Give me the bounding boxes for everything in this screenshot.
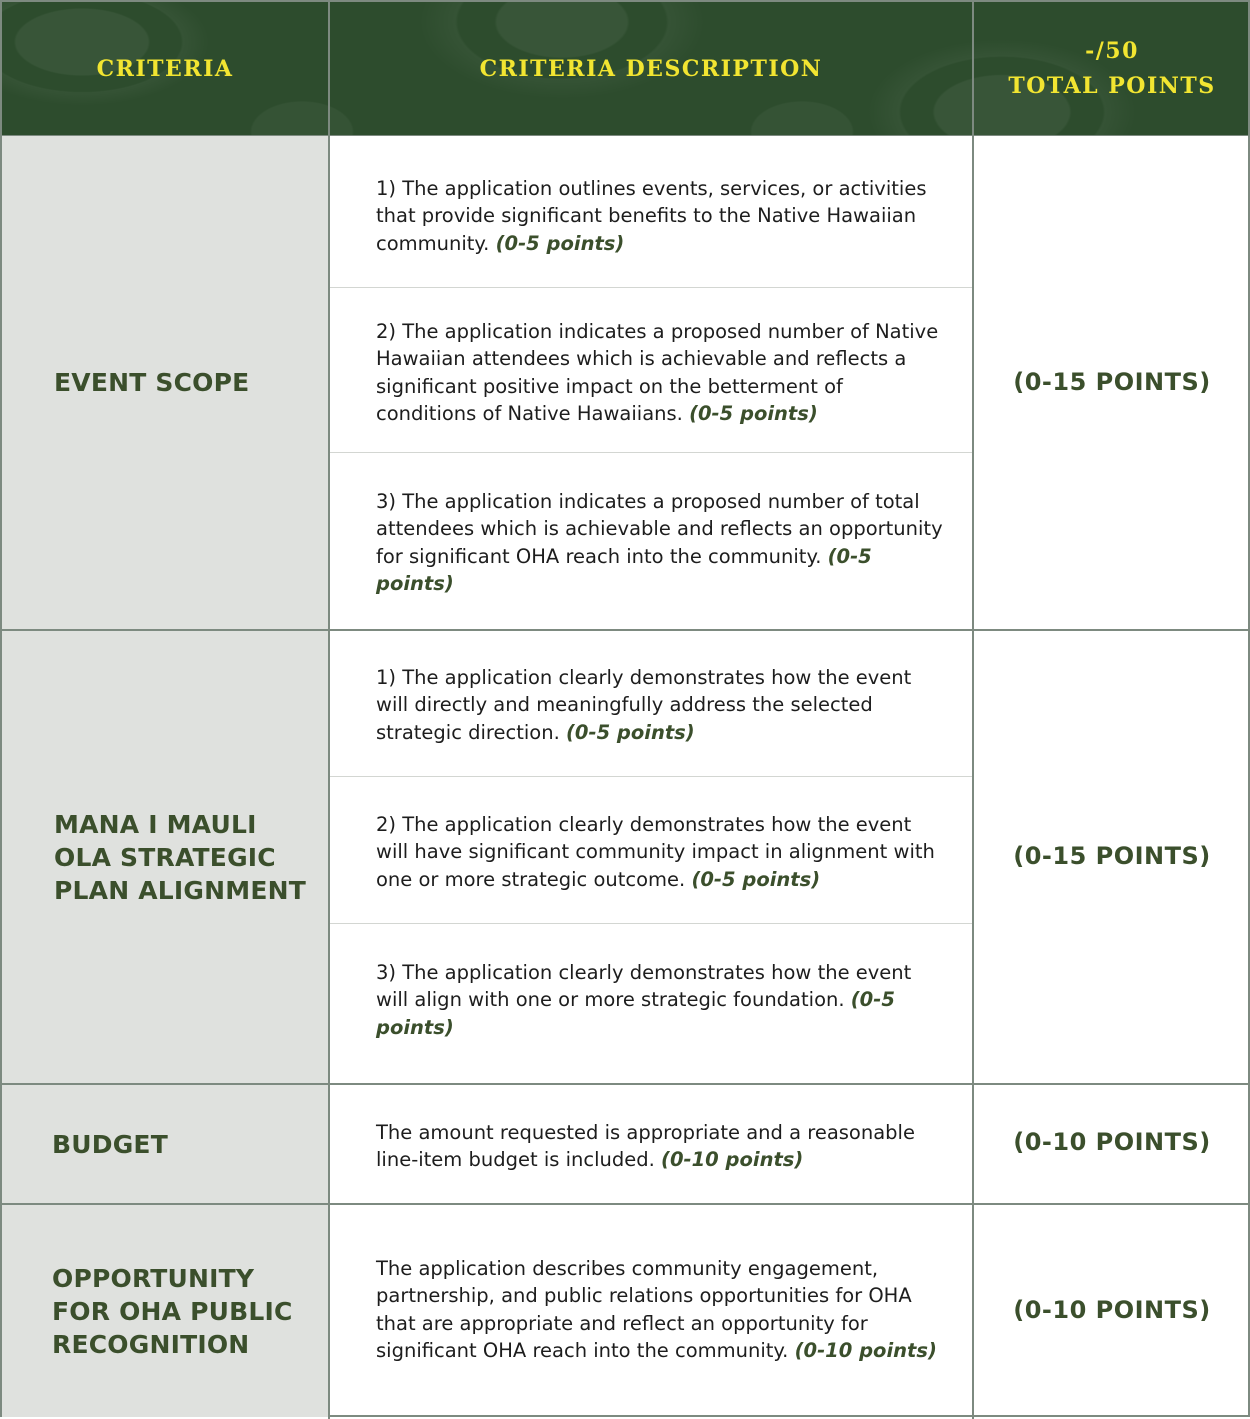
criteria-item-text: 1) The application outlines events, services, or activities that provide significant benefits to the Native Hawaiian community.: [376, 177, 927, 255]
criteria-item: [376, 1255, 948, 1365]
criteria-label-line: FOR OHA PUBLIC: [52, 1297, 293, 1326]
criteria-points: (0-15 POINTS): [1013, 368, 1211, 396]
criteria-item-points: (0-5 points): [689, 402, 818, 426]
criteria-item: [376, 488, 948, 598]
criteria-label-line: BUDGET: [52, 1130, 168, 1159]
criteria-column-background: [2, 136, 328, 1417]
criteria-item-points: (0-5 points): [376, 544, 872, 596]
criteria-label-line: EVENT SCOPE: [54, 368, 250, 397]
header-criteria: [2, 2, 328, 136]
header-description: [330, 2, 972, 136]
criteria-item-text: 3) The application clearly demonstrates how the event will align with one or more strategic foundation.: [376, 961, 912, 1012]
item-divider: [330, 923, 972, 924]
criteria-item: [376, 811, 948, 893]
criteria-item: [376, 175, 948, 257]
criteria-label-line: PLAN ALIGNMENT: [54, 876, 306, 905]
criteria-points: (0-10 POINTS): [1013, 1296, 1211, 1324]
criteria-label-line: OPPORTUNITY: [52, 1264, 255, 1293]
criteria-item-points: (0-5 points): [566, 720, 695, 744]
criteria-budget: [52, 1128, 312, 1161]
criteria-item-text: 2) The application clearly demonstrates how the event will have significant community impact in alignment with one or more strategic outcome.: [376, 813, 935, 891]
header-description-label: CRITERIA DESCRIPTION: [479, 55, 823, 82]
header-total-max: -/50: [1085, 38, 1139, 64]
criteria-item-points: (0-5 points): [495, 231, 625, 255]
header-criteria-label: CRITERIA: [96, 55, 234, 82]
criteria-item: [376, 1119, 948, 1174]
criteria-item: [376, 959, 948, 1041]
criteria-item: [376, 664, 948, 746]
header-total-label: TOTAL POINTS: [1008, 73, 1216, 99]
criteria-item-points: (0-10 points): [661, 1148, 804, 1172]
criteria-item-text: 1) The application clearly demonstrates how the event will directly and meaningfully address the selected strategic direction.: [376, 666, 912, 744]
criteria-label-line: OLA STRATEGIC: [54, 843, 276, 872]
criteria-event-scope: [54, 366, 314, 399]
criteria-item: [376, 318, 948, 428]
criteria-points: (0-10 POINTS): [1013, 1128, 1211, 1156]
item-divider: [330, 452, 972, 453]
row-divider: [2, 629, 1248, 631]
row-divider: [2, 1203, 1248, 1205]
item-divider: [330, 287, 972, 288]
criteria-public-recognition: [52, 1262, 312, 1361]
column-divider: [972, 2, 974, 1419]
row-divider: [2, 1083, 1248, 1085]
criteria-label-line: MANA I MAULI: [54, 810, 257, 839]
criteria-item-text: The application describes community engagement, partnership, and public relations opportunities for OHA that are appropriate and reflect an opportunity for significant OHA reach into the community.: [376, 1257, 912, 1363]
criteria-strategic-plan-alignment: [54, 808, 314, 907]
criteria-item-text: 3) The application indicates a proposed number of total attendees which is achievable and reflects an opportunity for significant OHA reach into the community.: [376, 490, 943, 568]
criteria-item-points: (0-10 points): [794, 1339, 937, 1363]
criteria-points: (0-15 POINTS): [1013, 842, 1211, 870]
column-divider: [328, 2, 330, 1419]
criteria-item-points: (0-5 points): [691, 867, 821, 891]
header-total-points: [974, 2, 1250, 136]
item-divider: [330, 776, 972, 777]
criteria-label-line: RECOGNITION: [52, 1330, 250, 1359]
criteria-item-points: (0-5 points): [376, 988, 895, 1039]
criteria-item-text: The amount requested is appropriate and a reasonable line-item budget is included.: [376, 1121, 915, 1172]
criteria-item-text: 2) The application indicates a proposed number of Native Hawaiian attendees which is achievable and reflects a significant positive impact on the betterment of conditions of Native Hawaiians.: [376, 320, 939, 426]
table-header: [2, 2, 1248, 136]
